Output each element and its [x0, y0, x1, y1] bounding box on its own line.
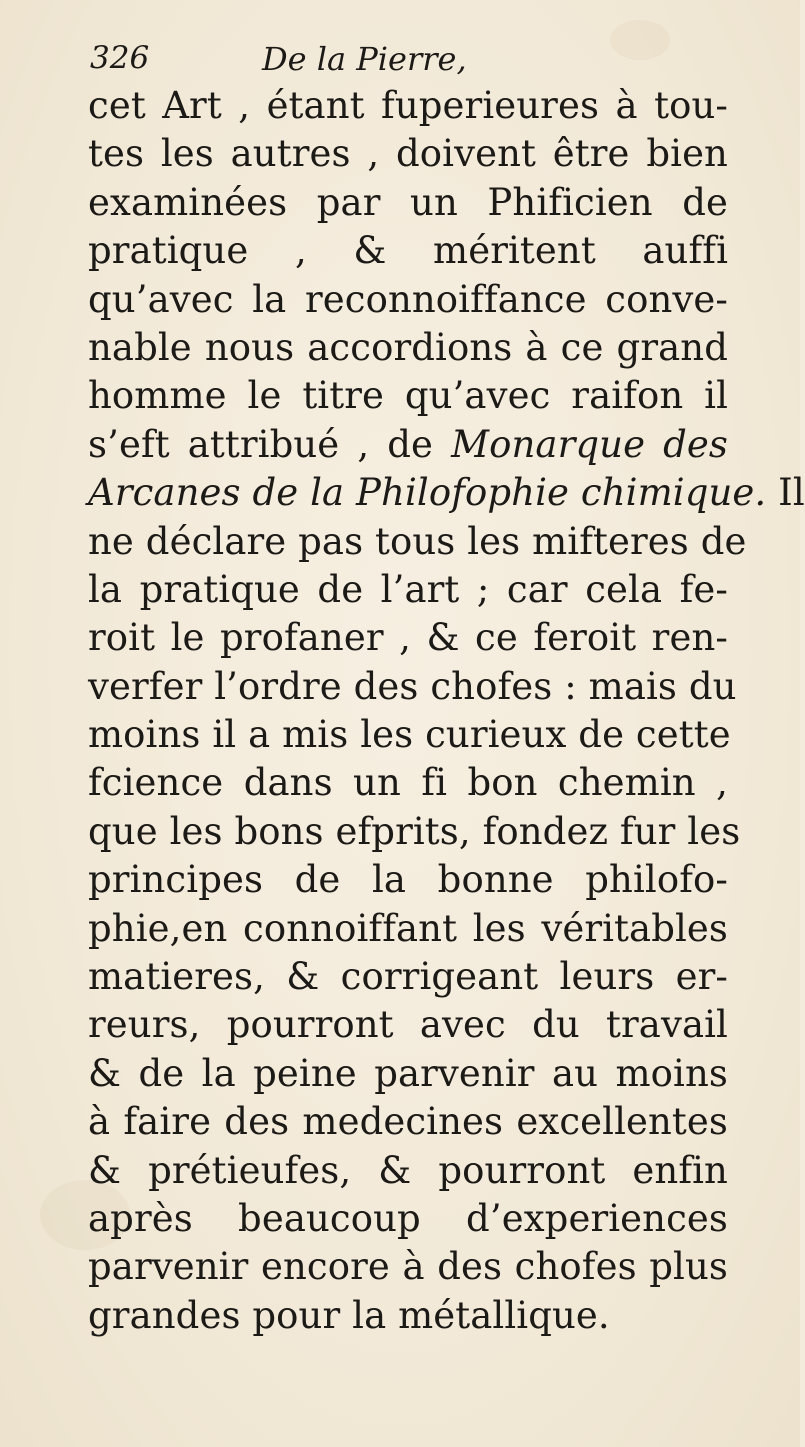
text-line: principes de la bonne philofo- [88, 858, 728, 902]
text-line: matieres, & corrigeant leurs er- [88, 955, 728, 999]
text-line: nable nous accordions à ce grand [88, 325, 728, 369]
italic-title: Monarque des [451, 422, 729, 466]
text-line: parvenir encore à des chofes plus [88, 1245, 728, 1289]
text-line: cet Art , étant fuperieures à tou- [88, 84, 728, 127]
text-line: pratique , & méritent auffi [88, 229, 728, 273]
text-line: reurs, pourront avec du travail [88, 1003, 728, 1047]
italic-title: Arcanes de la Philofophie chimique. [88, 471, 767, 515]
text-line: moins il a mis les curieux de cette [88, 713, 731, 757]
running-head: De la Pierre, [262, 40, 467, 78]
text-line: la pratique de l’art ; car cela fe- [88, 567, 728, 611]
text-line: verfer l’ordre des chofes : mais du [88, 664, 737, 708]
page-header [90, 40, 530, 88]
text-line: examinées par un Phificien de [88, 180, 728, 224]
text-run: Il [766, 471, 805, 515]
text-line: homme le titre qu’avec raifon il [88, 374, 728, 418]
body-text [88, 82, 805, 1340]
text-run: s’eft attribué , de [88, 422, 452, 466]
text-line: grandes pour la métallique. [88, 1293, 610, 1337]
text-line: & de la peine parvenir au moins [88, 1051, 728, 1095]
page-number: 326 [90, 40, 150, 76]
text-line: à faire des medecines excellentes [88, 1100, 728, 1144]
text-line: fcience dans un fi bon chemin , [88, 761, 728, 805]
text-line [88, 421, 728, 469]
text-line: que les bons efprits, fondez fur les [88, 809, 741, 853]
text-line: & prétieufes, & pourront enfin [88, 1148, 728, 1192]
text-line [88, 469, 805, 517]
text-line: qu’avec la reconnoiffance conve- [88, 277, 728, 321]
text-line: ne déclare pas tous les mifteres de [88, 519, 747, 563]
text-line: après beaucoup d’experiences [88, 1196, 728, 1240]
text-line: tes les autres , doivent être bien [88, 132, 728, 176]
text-line: roit le profaner , & ce feroit ren- [88, 616, 728, 660]
paper-stain [610, 20, 670, 60]
text-line: phie,en connoiffant les véritables [88, 906, 728, 950]
